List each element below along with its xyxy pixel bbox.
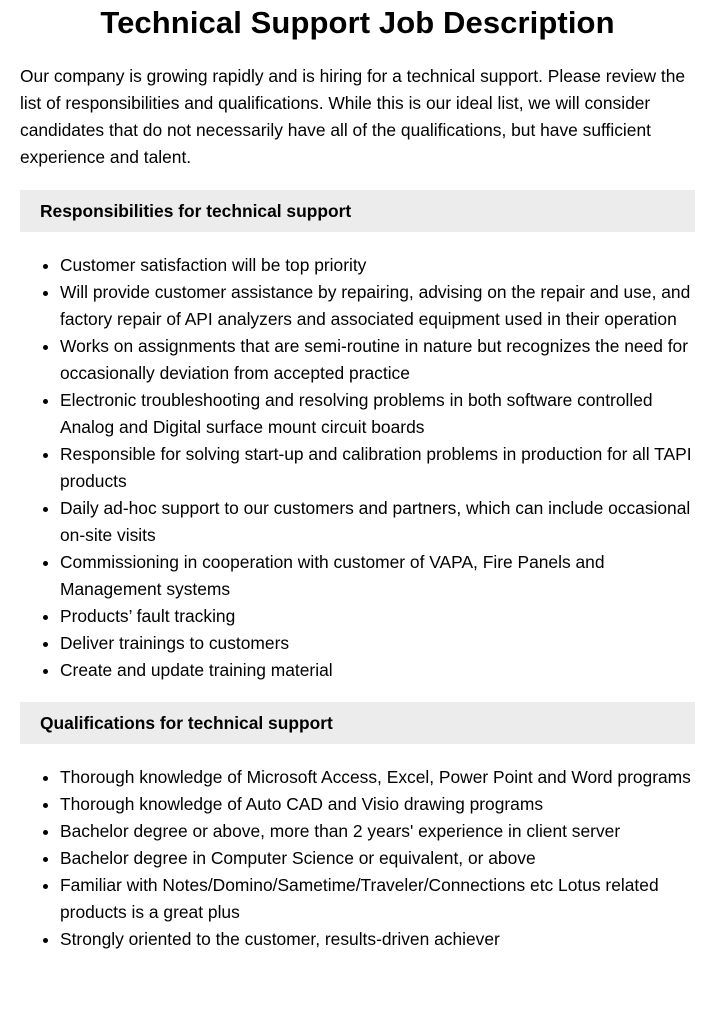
list-item: • Responsible for solving start-up and calibration problems in production for all TAPI products: [60, 441, 695, 495]
list-item: • Deliver trainings to customers: [60, 630, 695, 657]
list-item: • Will provide customer assistance by repairing, advising on the repair and use, and factory repair of API analyzers and associated equipment used in their operation: [60, 279, 695, 333]
list-item: • Works on assignments that are semi-routine in nature but recognizes the need for occasionally deviation from accepted practice: [60, 333, 695, 387]
list-item: • Strongly oriented to the customer, results-driven achiever: [60, 926, 695, 953]
list-item: • Familiar with Notes/Domino/Sametime/Traveler/Connections etc Lotus related products is a great plus: [60, 872, 695, 926]
list-item: • Thorough knowledge of Microsoft Access, Excel, Power Point and Word programs: [60, 764, 695, 791]
responsibilities-heading: Responsibilities for technical support: [20, 190, 695, 232]
list-item: • Bachelor degree or above, more than 2 years' experience in client server: [60, 818, 695, 845]
page-title: Technical Support Job Description: [100, 5, 615, 40]
list-item: • Thorough knowledge of Auto CAD and Visio drawing programs: [60, 791, 695, 818]
list-item: • Products’ fault tracking: [60, 603, 695, 630]
intro-paragraph: Our company is growing rapidly and is hiring for a technical support. Please review the list of responsibilities and qualifications. While this is our ideal list, we will consider candidates that do not necessarily have all of the qualifications, but have sufficient experience and talent.: [20, 66, 686, 167]
list-item: • Customer satisfaction will be top priority: [60, 252, 695, 279]
list-item: • Commissioning in cooperation with customer of VAPA, Fire Panels and Management systems: [60, 549, 695, 603]
list-item: • Create and update training material: [60, 657, 695, 684]
list-item: • Daily ad-hoc support to our customers and partners, which can include occasional on-site visits: [60, 495, 695, 549]
qualifications-heading: Qualifications for technical support: [20, 702, 695, 744]
qualifications-list: [20, 764, 695, 953]
list-item: • Bachelor degree in Computer Science or equivalent, or above: [60, 845, 695, 872]
list-item: • Electronic troubleshooting and resolving problems in both software controlled Analog and Digital surface mount circuit boards: [60, 387, 695, 441]
responsibilities-list: [20, 252, 695, 684]
